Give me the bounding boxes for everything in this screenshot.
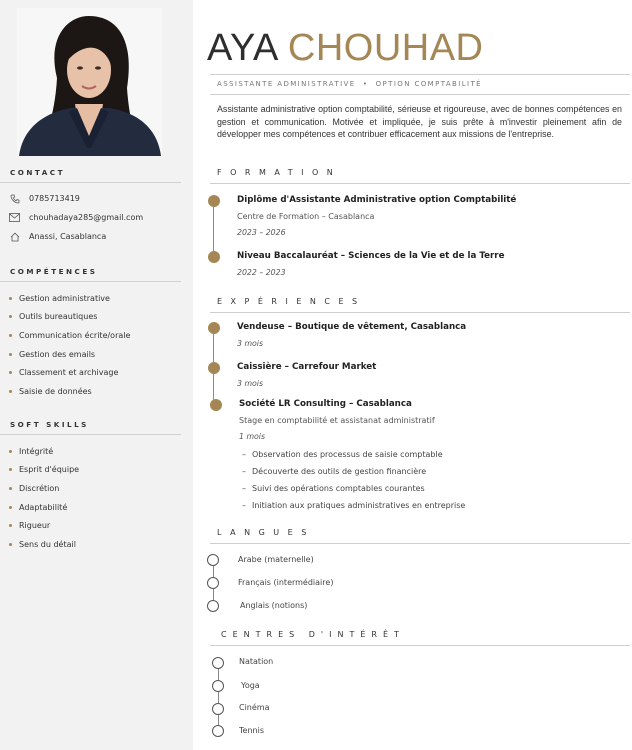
phone-icon — [9, 193, 20, 204]
contact-heading: CONTACT — [10, 168, 65, 177]
interest-item: Natation — [239, 657, 274, 666]
contact-email[interactable] — [9, 211, 143, 224]
experience-title: Caissière – Carrefour Market — [237, 362, 377, 372]
timeline-circle-icon — [207, 600, 219, 612]
mail-icon — [9, 212, 20, 223]
timeline-circle-icon — [207, 554, 219, 566]
skill-item: Gestion administrative — [9, 292, 110, 304]
divider — [210, 74, 630, 75]
divider — [210, 183, 630, 184]
soft-skill-item: Intégrité — [9, 445, 53, 457]
phone-text: 0785713419 — [29, 194, 80, 203]
contact-address — [9, 230, 106, 243]
skill-item: Classement et archivage — [9, 366, 118, 378]
profile-summary: Assistante administrative option comptabilité, sérieuse et rigoureuse, avec de bonnes compétences en gestion et communication. Motivée et impliquée, je suis prête à m'investir pleinement afin de développer mes compétences et contribuer efficacement aux missions de l'entreprise. — [217, 104, 622, 139]
timeline-dot — [208, 322, 220, 334]
interets-heading: CENTRES D'INTÉRÊT — [221, 630, 405, 639]
bullet-icon — [9, 450, 12, 453]
email-text: chouhadaya285@gmail.com — [29, 213, 144, 222]
skills-heading: COMPÉTENCES — [10, 267, 98, 276]
bullet-icon — [9, 297, 12, 300]
divider — [0, 434, 181, 435]
divider — [210, 543, 630, 544]
timeline-circle-icon — [212, 657, 224, 669]
soft-skill-item: Discrétion — [9, 482, 59, 494]
job-subtitle: ASSISTANTE ADMINISTRATIVE • OPTION COMPTABILITÉ — [217, 80, 482, 88]
divider — [210, 312, 630, 313]
timeline-circle-icon — [212, 725, 224, 737]
timeline-circle-icon — [212, 680, 224, 692]
soft-skill-item: Adaptabilité — [9, 501, 67, 513]
divider — [0, 281, 181, 282]
experience-title: Vendeuse – Boutique de vêtement, Casablanca — [237, 322, 467, 332]
experience-duration: 3 mois — [237, 379, 264, 388]
bullet-icon — [9, 315, 12, 318]
formation-place: Centre de Formation – Casablanca — [237, 212, 375, 221]
soft-skill-item: Esprit d'équipe — [9, 463, 79, 475]
interest-item: Cinéma — [239, 703, 270, 712]
divider — [210, 645, 630, 646]
timeline-circle-icon — [207, 577, 219, 589]
language-item: Français (intermédiaire) — [238, 578, 334, 587]
interest-item: Yoga — [241, 681, 260, 690]
soft-skill-item: Rigueur — [9, 519, 50, 531]
skill-item: Communication écrite/orale — [9, 329, 130, 341]
formation-date: 2022 – 2023 — [237, 268, 286, 277]
bullet-icon — [9, 468, 12, 471]
candidate-name — [207, 27, 484, 70]
contact-phone[interactable] — [9, 192, 80, 205]
formation-title: Diplôme d'Assistante Administrative option Comptabilité — [237, 195, 517, 205]
soft-skill-item: Sens du détail — [9, 538, 76, 550]
formation-title: Niveau Baccalauréat – Sciences de la Vie et de la Terre — [237, 251, 505, 261]
experiences-heading: EXPÉRIENCES — [217, 297, 366, 306]
skill-item: Saisie de données — [9, 385, 92, 397]
experience-title: Société LR Consulting – Casablanca — [239, 399, 412, 409]
langues-heading: LANGUES — [217, 528, 315, 537]
timeline-dot — [208, 251, 220, 263]
task-item: – Observation des processus de saisie comptable — [242, 450, 443, 459]
bullet-icon — [9, 371, 12, 374]
first-name: AYA — [207, 27, 277, 69]
last-name: CHOUHAD — [287, 27, 484, 69]
bullet-icon — [9, 543, 12, 546]
experience-duration: 1 mois — [239, 432, 266, 441]
skill-item: Gestion des emails — [9, 348, 95, 360]
profile-photo — [17, 8, 162, 156]
bullet-icon — [9, 524, 12, 527]
timeline-dot — [208, 362, 220, 374]
timeline-line — [213, 201, 214, 257]
task-item: – Découverte des outils de gestion financière — [242, 467, 427, 476]
experience-duration: 3 mois — [237, 339, 264, 348]
sidebar — [0, 0, 193, 750]
formation-heading: FORMATION — [217, 168, 342, 177]
bullet-icon — [9, 353, 12, 356]
bullet-icon — [9, 506, 12, 509]
divider — [210, 94, 630, 95]
timeline-dot — [210, 399, 222, 411]
timeline-circle-icon — [212, 703, 224, 715]
task-item: – Initiation aux pratiques administratives en entreprise — [242, 501, 466, 510]
address-text: Anassi, Casablanca — [29, 232, 107, 241]
bullet-icon — [9, 487, 12, 490]
language-item: Anglais (notions) — [240, 601, 308, 610]
bullet-icon — [9, 390, 12, 393]
task-item: – Suivi des opérations comptables courantes — [242, 484, 425, 493]
timeline-line — [218, 663, 219, 731]
language-item: Arabe (maternelle) — [238, 555, 314, 564]
bullet-icon — [9, 334, 12, 337]
soft-skills-heading: SOFT SKILLS — [10, 420, 89, 429]
formation-date: 2023 – 2026 — [237, 228, 286, 237]
divider — [0, 182, 181, 183]
interest-item: Tennis — [239, 726, 264, 735]
experience-subtitle: Stage en comptabilité et assistanat administratif — [239, 416, 435, 425]
home-icon — [9, 231, 20, 242]
timeline-dot — [208, 195, 220, 207]
skill-item: Outils bureautiques — [9, 310, 97, 322]
